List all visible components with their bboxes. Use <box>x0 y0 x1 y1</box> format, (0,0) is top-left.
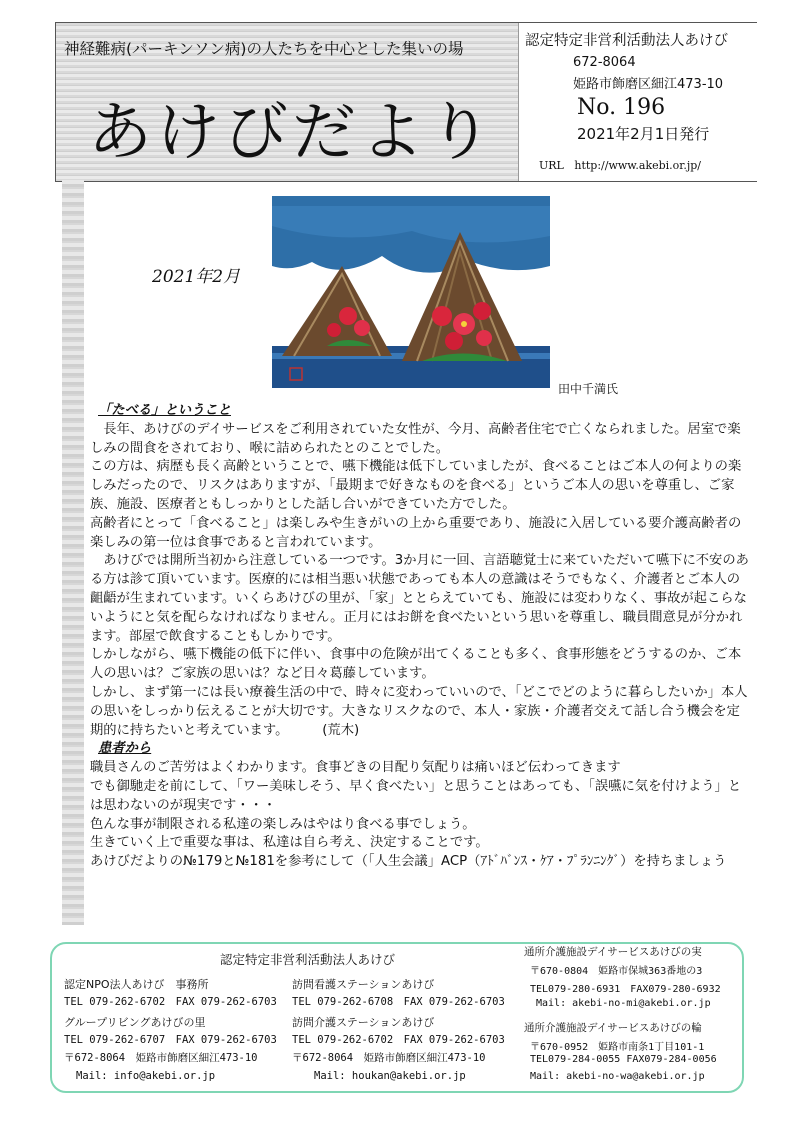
url-label: URL <box>539 159 564 172</box>
care-station-address: 〒672-8064 姫路市飾磨区細江473-10 <box>292 1052 486 1064</box>
dayservice-mi-address: 〒670-0804 姫路市保城363番地の3 <box>530 966 703 977</box>
article-paragraph <box>90 684 750 740</box>
website-url[interactable] <box>539 159 701 172</box>
office-mail[interactable]: Mail: info@akebi.or.jp <box>76 1070 216 1082</box>
article-paragraph: 長年、あけびのデイサービスをご利用されていた女性が、今月、高齢者住宅で亡くなられました。居室で楽しみの間食をされており、喉に詰められたとのことでした。 <box>90 421 741 456</box>
nursing-station-name: 訪問看護ステーションあけび <box>292 978 435 991</box>
nursing-station-tel: TEL 079-262-6708 FAX 079-262-6703 <box>292 996 505 1008</box>
office-tel: TEL 079-262-6702 FAX 079-262-6703 <box>64 996 277 1008</box>
postal-code: 672-8064 <box>573 55 636 70</box>
dayservice-wa-mail[interactable]: Mail: akebi-no-wa@akebi.or.jp <box>530 1071 705 1082</box>
patient-paragraph: 色んな事が制限される私達の楽しみはやはり食べる事でしょう。 <box>90 816 476 832</box>
group-living-address: 〒672-8064 姫路市飾磨区細江473-10 <box>64 1052 258 1064</box>
masthead <box>55 22 757 182</box>
houkan-mail[interactable]: Mail: houkan@akebi.or.jp <box>314 1070 466 1082</box>
artist-credit: 田中千満氏 <box>558 382 619 396</box>
footer-title: 認定特定非営利活動法人あけび <box>220 952 396 967</box>
office-name: 認定NPO法人あけび 事務所 <box>64 978 209 991</box>
issue-date: 2021年2月1日発行 <box>577 125 710 143</box>
patient-paragraph: あけびだよりの№179と№181を参考にして（「人生会議」ACP（ｱﾄﾞﾊﾞﾝｽ・ｹｱ・ﾌﾟﾗﾝﾆﾝｸﾞ）を持ちましょう <box>90 854 727 870</box>
artwork-image <box>272 196 550 388</box>
article-paragraph: 高齢者にとって「食べること」は楽しみや生きがいの上から重要であり、施設に入居している要介護高齢者の楽しみの第一位は食事であると言われています。 <box>90 515 742 550</box>
patient-paragraph: 職員さんのご苦労はよくわかります。食事どきの目配り気配りは痛いほど伝わってきます <box>90 760 621 776</box>
article-paragraph: あけびでは開所当初から注意している一つです。3か月に一回、言語聴覚士に来ていただいて嚥下に不安のある方は診て頂いています。医療的には相当悪い状態であっても本人の意識はそうでもなく、介護者とご本人の齟齬が生まれています。いくらあけびの里が、「家」ととらえていても、施設には変わりなく、事故が起こらないようにと気を配らなければなりません。正月にはお餅を食べたいという思いを尊重し、職員間意見が分かれます。部屋で飲食することもしかりです。 <box>90 553 749 644</box>
article-body <box>90 402 750 872</box>
article-paragraph: しかしながら、嚥下機能の低下に伴い、食事中の危険が出てくることも多く、食事形態をどうするのか、ご本人の思いは？ご家族の思いは？など日々葛藤しています。 <box>90 647 742 682</box>
newsletter-title: あけびだより <box>88 96 496 170</box>
issue-number: No. 196 <box>577 95 666 120</box>
article-paragraph: この方は、病歴も長く高齢ということで、嚥下機能は低下していましたが、食べることはご本人の何よりの楽しみだったので、リスクはありますが、「最期まで好きなものを食べる」というご本人の思いを尊重し、ご家族、施設、医療者ともしっかりとした話し合いができていた方でした。 <box>90 459 742 512</box>
masthead-subtitle: 神経難病(パーキンソン病)の人たちを中心とした集いの場 <box>64 40 464 58</box>
article-heading: 「たべる」ということ <box>98 403 231 418</box>
patient-paragraph: 生きていく上で重要な事は、私達は自ら考え、決定することです。 <box>90 835 489 851</box>
group-living-name: グループリビングあけびの里 <box>64 1016 206 1029</box>
care-station-tel: TEL 079-262-6702 FAX 079-262-6703 <box>292 1034 505 1046</box>
article-paragraph-text: しかし、まず第一には長い療養生活の中で、時々に変わっていいので、「どこでどのように暮らしたいか」本人の思いをしっかり伝えることが大切です。大きなリスクなので、本人・家族・介護者交えて話し合う機会を定期的に持ちたいと考えています。 <box>90 684 748 738</box>
masthead-title-panel <box>56 23 518 181</box>
group-living-tel: TEL 079-262-6707 FAX 079-262-6703 <box>64 1034 277 1046</box>
dayservice-wa-address: 〒670-0952 姫路市南条1丁目101-1 <box>530 1042 705 1053</box>
dayservice-wa-tel: TEL079-284-0055 FAX079-284-0056 <box>530 1054 717 1065</box>
contact-footer <box>50 942 744 1093</box>
care-station-name: 訪問介護ステーションあけび <box>292 1016 435 1029</box>
patient-heading: 患者から <box>98 741 152 757</box>
month-heading: 2021年2月 <box>152 267 241 287</box>
masthead-info-panel <box>518 23 757 181</box>
org-name: 認定特定非営利活動法人あけび <box>525 33 728 49</box>
dayservice-mi-mail[interactable]: Mail: akebi-no-mi@akebi.or.jp <box>536 998 711 1009</box>
decorative-side-bar <box>62 180 84 925</box>
article-signature: (荒木) <box>322 722 360 738</box>
patient-paragraph: でも御馳走を前にして、「ワー美味しそう、早く食べたい」と思うことはあっても、「誤嚥に気を付けよう」とは思わないのが現実です・・・ <box>90 778 742 813</box>
dayservice-wa-name: 通所介護施設デイサービスあけびの輪 <box>524 1022 702 1034</box>
org-address: 姫路市飾磨区細江473-10 <box>573 77 724 92</box>
url-text[interactable]: http://www.akebi.or.jp/ <box>574 159 701 172</box>
dayservice-mi-tel: TEL079-280-6931 FAX079-280-6932 <box>530 984 721 995</box>
dayservice-mi-name: 通所介護施設デイサービスあけびの実 <box>524 946 702 958</box>
